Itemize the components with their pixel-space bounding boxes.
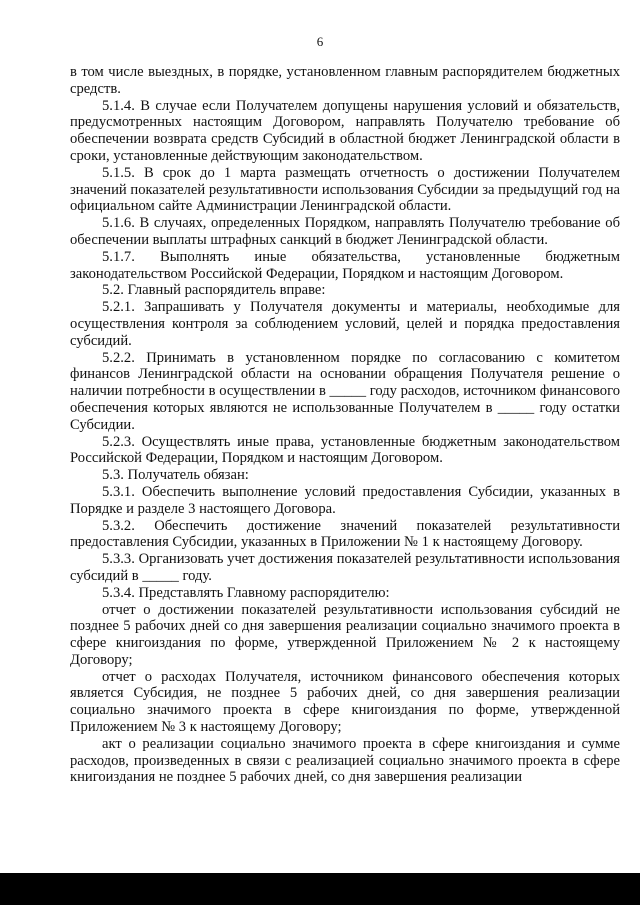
paragraph-continuation: в том числе выездных, в порядке, установленном главным распорядителем бюджетных средств. [70,64,620,97]
page-number: 6 [316,34,324,49]
paragraph-5-2: 5.2. Главный распорядитель вправе: [102,282,326,299]
paragraph-5-3-2: 5.3.2. Обеспечить достижение значений показателей результативности предоставления Субсидии, указанных в Приложении № 1 к настоящему Договору. [70,517,620,551]
paragraph-5-3-3: 5.3.3. Организовать учет достижения показателей результативности использования субсидий в _____ году. [70,551,620,584]
scan-bottom-border [0,873,640,905]
paragraph-report-expenses: отчет о расходах Получателя, источником финансового обеспечения которых является Субсидия, не позднее 5 рабочих дней, со дня завершения реализации социально значимого проекта в сфере книгоиздания по форме, утвержденной Приложением № 3 к настоящему Договору; [70,668,620,736]
paragraph-act-implementation: акт о реализации социально значимого проекта в сфере книгоиздания и сумме расходов, произведенных в связи с реализацией социально значимого проекта в сфере книгоиздания не позднее 5 рабочих дней, со дня завершения реализации [70,735,620,786]
paragraph-report-indicators: отчет о достижении показателей результативности использования субсидий не позднее 5 рабочих дней со дня завершения реализации социально значимого проекта в сфере книгоиздания по форме, утвержденной Приложением № 2 к настоящему Договору; [70,601,620,668]
paragraph-5-3-4: 5.3.4. Представлять Главному распорядителю: [102,584,390,601]
document-body [70,64,620,786]
paragraph-5-1-4: 5.1.4. В случае если Получателем допущены нарушения условий и обязательств, предусмотренных настоящим Договором, направлять Получателю требование об обеспечении возврата средств Субсидий в областной бюджет Ленинградской области в сроки, установленные действующим законодательством. [70,97,620,164]
paragraph-5-1-6: 5.1.6. В случаях, определенных Порядком, направлять Получателю требование об обеспечении выплаты штрафных санкций в бюджет Ленинградской области. [70,215,620,248]
paragraph-5-2-1: 5.2.1. Запрашивать у Получателя документы и материалы, необходимые для осуществления контроля за соблюдением условий, целей и порядка предоставления субсидий. [70,299,620,349]
paragraph-5-2-3: 5.2.3. Осуществлять иные права, установленные бюджетным законодательством Российской Федерации, Порядком и настоящим Договором. [70,433,620,467]
paragraph-5-3: 5.3. Получатель обязан: [102,467,249,484]
paragraph-5-1-7: 5.1.7. Выполнять иные обязательства, установленные бюджетным законодательством Российской Федерации, Порядком и настоящим Договором. [70,248,620,282]
paragraph-5-3-1: 5.3.1. Обеспечить выполнение условий предоставления Субсидии, указанных в Порядке и разделе 3 настоящего Договора. [70,483,620,517]
paragraph-5-2-2: 5.2.2. Принимать в установленном порядке по согласованию с комитетом финансов Ленинградской области на основании обращения Получателя решение о наличии потребности в осуществлении в _____ году расходов, источником финансового обеспечения которых являются не использованные Получателем в _____ году остатки Субсидии. [70,349,620,433]
paragraph-5-1-5: 5.1.5. В срок до 1 марта размещать отчетность о достижении Получателем значений показателей результативности использования Субсидии за предыдущий год на официальном сайте Администрации Ленинградской области. [70,164,620,215]
